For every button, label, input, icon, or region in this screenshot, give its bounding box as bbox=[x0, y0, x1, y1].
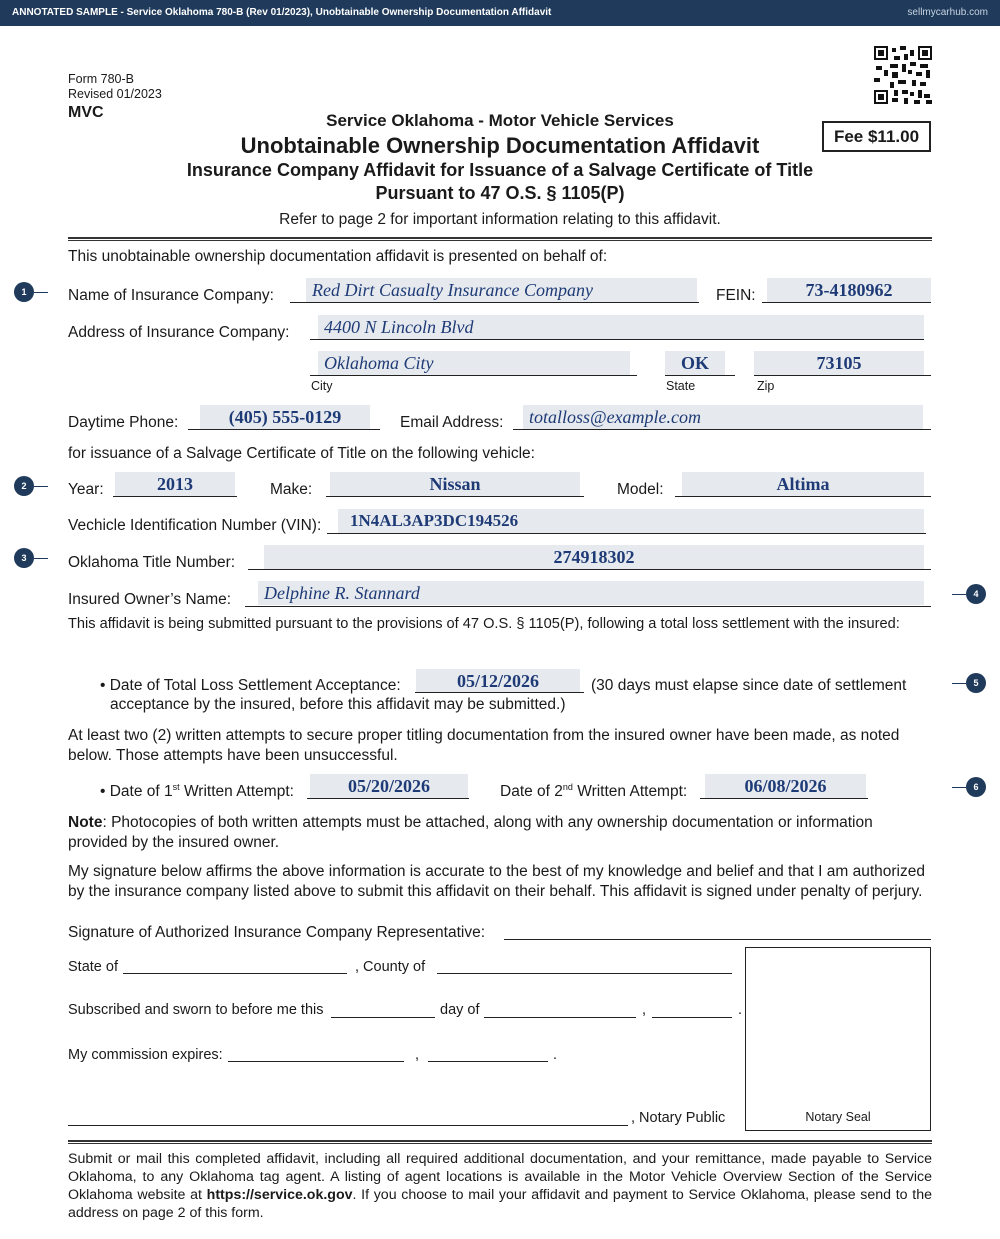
vin-field[interactable]: 1N4AL3AP3DC194526 bbox=[338, 509, 924, 533]
address-label: Address of Insurance Company: bbox=[68, 324, 290, 341]
form-revised: Revised 01/2023 bbox=[68, 87, 162, 101]
annotation-marker-3: 3 bbox=[14, 548, 34, 568]
form-subtitle-2: Pursuant to 47 O.S. § 1105(P) bbox=[375, 183, 625, 203]
attempt2-label bbox=[500, 782, 687, 801]
year-field[interactable]: 2013 bbox=[115, 472, 235, 496]
vin-label: Vechicle Identification Number (VIN): bbox=[68, 517, 322, 534]
underline bbox=[310, 375, 637, 376]
underline bbox=[665, 375, 735, 376]
attempt1-label-pre: • Date of 1 bbox=[100, 783, 173, 801]
attempt1-date-field[interactable]: 05/20/2026 bbox=[310, 774, 468, 798]
attempt1-label bbox=[100, 782, 294, 801]
form-subtitle-1: Insurance Company Affidavit for Issuance of a Salvage Certificate of Title bbox=[186, 160, 814, 180]
underline bbox=[113, 496, 237, 497]
settlement-label: • Date of Total Loss Settlement Acceptance: bbox=[100, 677, 401, 694]
note-rest: : Photocopies of both written attempts must be attached, along with any ownership documentation or information provided by the insured owner. bbox=[68, 814, 873, 851]
signature-line[interactable] bbox=[504, 939, 931, 940]
banner-site: sellmycarhub.com bbox=[907, 7, 988, 18]
marker-leader bbox=[34, 486, 48, 487]
marker-leader bbox=[34, 558, 48, 559]
fein-label: FEIN: bbox=[716, 287, 756, 304]
email-label: Email Address: bbox=[400, 414, 504, 431]
underline bbox=[327, 533, 926, 534]
comma-text: , bbox=[415, 1047, 420, 1063]
annotation-marker-2: 2 bbox=[14, 476, 34, 496]
form-title: Unobtainable Ownership Documentation Affidavit bbox=[240, 133, 760, 158]
intro-text: This unobtainable ownership documentation affidavit is presented on behalf of: bbox=[68, 248, 608, 265]
marker-leader bbox=[952, 787, 966, 788]
sworn-label: Subscribed and sworn to before me this bbox=[68, 1002, 324, 1018]
underline bbox=[415, 692, 584, 693]
underline bbox=[675, 496, 931, 497]
footer-paragraph bbox=[68, 1150, 932, 1222]
sworn-day-line[interactable] bbox=[331, 1017, 435, 1018]
annotation-marker-5: 5 bbox=[966, 673, 986, 693]
annotation-marker-6: 6 bbox=[966, 777, 986, 797]
county-of-label: , County of bbox=[355, 959, 426, 975]
fein-field[interactable]: 73-4180962 bbox=[767, 278, 931, 302]
state-caption: State bbox=[666, 379, 696, 393]
comma-text: , bbox=[642, 1002, 647, 1018]
commission-label: My commission expires: bbox=[68, 1047, 223, 1063]
signature-label: Signature of Authorized Insurance Company Representative: bbox=[68, 924, 486, 941]
state-of-label: State of bbox=[68, 959, 118, 975]
underline bbox=[326, 496, 584, 497]
model-label: Model: bbox=[617, 481, 664, 498]
title-number-field[interactable]: 274918302 bbox=[264, 545, 924, 569]
attempt2-label-pre: Date of 2 bbox=[500, 783, 563, 801]
zip-field[interactable]: 73105 bbox=[754, 351, 924, 375]
underline bbox=[245, 606, 931, 607]
notary-signature-line[interactable] bbox=[68, 1125, 628, 1126]
owner-field[interactable]: Delphine R. Stannard bbox=[258, 581, 924, 605]
commission-year-line[interactable] bbox=[428, 1061, 548, 1062]
footer-url[interactable]: https://service.ok.gov bbox=[206, 1187, 353, 1203]
attempt2-label-post: Written Attempt: bbox=[572, 783, 688, 801]
underline bbox=[762, 302, 931, 303]
county-of-line[interactable] bbox=[437, 973, 732, 974]
annotation-marker-1: 1 bbox=[14, 282, 34, 302]
underline bbox=[513, 429, 931, 430]
make-field[interactable]: Nissan bbox=[330, 472, 580, 496]
state-field[interactable]: OK bbox=[665, 351, 725, 375]
state-of-line[interactable] bbox=[123, 973, 347, 974]
form-id-block bbox=[68, 72, 162, 120]
notary-seal-box bbox=[745, 947, 931, 1131]
make-label: Make: bbox=[270, 481, 313, 498]
model-field[interactable]: Altima bbox=[682, 472, 924, 496]
banner-title: ANNOTATED SAMPLE - Service Oklahoma 780-B (Rev 01/2023), Unobtainable Ownership Documentation Affidavit bbox=[12, 7, 552, 18]
fee-box: Fee $11.00 bbox=[822, 121, 931, 152]
notary-public-label: , Notary Public bbox=[631, 1110, 726, 1126]
attempt2-label-sup: nd bbox=[562, 782, 573, 792]
commission-line[interactable] bbox=[228, 1061, 404, 1062]
year-label: Year: bbox=[68, 481, 104, 498]
underline bbox=[307, 798, 469, 799]
header-divider bbox=[68, 237, 932, 241]
annotation-banner bbox=[0, 0, 1000, 26]
city-caption: City bbox=[311, 379, 333, 393]
company-name-label: Name of Insurance Company: bbox=[68, 287, 274, 304]
street-field[interactable]: 4400 N Lincoln Blvd bbox=[318, 315, 924, 339]
refer-note: Refer to page 2 for important information relating to this affidavit. bbox=[279, 211, 721, 228]
day-of-label: day of bbox=[440, 1002, 480, 1018]
settlement-note-1: (30 days must elapse since date of settlement bbox=[591, 677, 907, 694]
sworn-year-line[interactable] bbox=[652, 1017, 732, 1018]
settlement-note-2: acceptance by the insured, before this affidavit may be submitted.) bbox=[110, 696, 566, 713]
attempt2-date-field[interactable]: 06/08/2026 bbox=[705, 774, 866, 798]
agency-name: Service Oklahoma - Motor Vehicle Services bbox=[326, 111, 674, 130]
city-field[interactable]: Oklahoma City bbox=[318, 351, 630, 375]
note-paragraph bbox=[68, 813, 932, 852]
note-bold: Note bbox=[68, 814, 103, 831]
issuance-text: for issuance of a Salvage Certificate of Title on the following vehicle: bbox=[68, 445, 535, 462]
phone-field[interactable]: (405) 555-0129 bbox=[200, 405, 370, 429]
underline bbox=[700, 798, 868, 799]
marker-leader bbox=[952, 683, 966, 684]
marker-leader bbox=[34, 292, 48, 293]
underline bbox=[248, 569, 931, 570]
owner-label: Insured Owner’s Name: bbox=[68, 591, 232, 608]
title-number-label: Oklahoma Title Number: bbox=[68, 554, 236, 571]
pursuant-text: This affidavit is being submitted pursuant to the provisions of 47 O.S. § 1105(P), following a total loss settlement with the insured: bbox=[68, 616, 900, 632]
email-field[interactable]: totalloss@example.com bbox=[523, 405, 923, 429]
period-text: . bbox=[553, 1047, 558, 1063]
period-text: . bbox=[738, 1002, 743, 1018]
marker-leader bbox=[952, 594, 966, 595]
sworn-month-line[interactable] bbox=[484, 1017, 636, 1018]
settlement-date-field[interactable]: 05/12/2026 bbox=[416, 669, 580, 693]
underline bbox=[188, 429, 380, 430]
form-number: Form 780-B bbox=[68, 72, 134, 86]
attempt1-label-post: Written Attempt: bbox=[179, 783, 294, 801]
footer-text-post: . If you choose to mail your affidavit and payment to Service Oklahoma, please send to the address on page 2 of this form. bbox=[68, 1187, 932, 1221]
underline bbox=[754, 375, 931, 376]
annotation-marker-4: 4 bbox=[966, 584, 986, 604]
attempts-paragraph: At least two (2) written attempts to secure proper titling documentation from the insured owner have been made, as noted below. Those attempts have been unsuccessful. bbox=[68, 727, 900, 764]
zip-caption: Zip bbox=[757, 379, 775, 393]
attempt1-label-sup: st bbox=[172, 782, 180, 792]
underline bbox=[310, 339, 924, 340]
affirm-paragraph: My signature below affirms the above information is accurate to the best of my knowledge and belief and that I am authorized by the insurance company listed above to submit this affidavit on their behalf. This affidavit is signed under penalty of perjury. bbox=[68, 863, 925, 900]
qr-code-icon bbox=[874, 46, 932, 104]
form-code: MVC bbox=[68, 104, 104, 121]
notary-seal-label: Notary Seal bbox=[805, 1110, 871, 1124]
company-name-field[interactable]: Red Dirt Casualty Insurance Company bbox=[306, 278, 697, 302]
footer-divider bbox=[68, 1140, 932, 1144]
phone-label: Daytime Phone: bbox=[68, 414, 179, 431]
footer-text-pre: Submit or mail this completed affidavit, including all required additional documentation, and your remittance, made payable to Service Oklahoma, to any Oklahoma tag agent. A listing of agent locations is available in the Motor Vehicle Overview Section of the Service Oklahoma website at bbox=[68, 1151, 932, 1203]
underline bbox=[290, 302, 699, 303]
